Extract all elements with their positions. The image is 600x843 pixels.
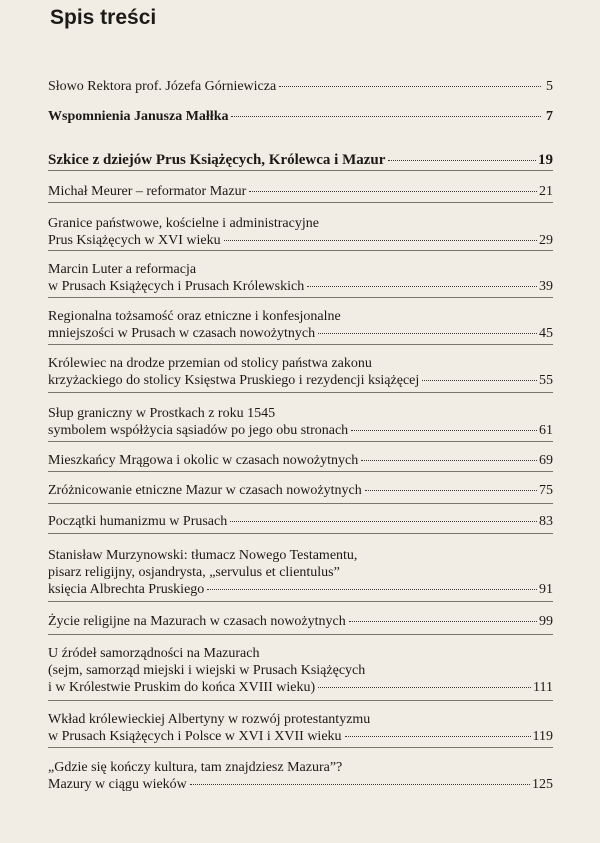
toc-entry-line: U źródeł samorządności na Mazurach	[48, 646, 260, 661]
dot-leader	[249, 191, 537, 192]
toc-entry	[48, 215, 553, 249]
dot-leader	[318, 687, 531, 688]
toc-entry-line: Słowo Rektora prof. Józefa Górniewicza	[48, 79, 277, 94]
toc-entry-last-line	[48, 613, 553, 630]
toc-entry-last-line	[48, 183, 553, 200]
divider	[48, 471, 553, 472]
toc-entry-line: Marcin Luter a reformacja	[48, 262, 197, 277]
toc-entry-line: i w Królestwie Pruskim do końca XVIII wieku)	[48, 680, 316, 695]
page-number: 83	[539, 514, 553, 529]
page-number: 55	[539, 373, 553, 388]
toc-entry-line: Mazury w ciągu wieków	[48, 777, 187, 792]
toc-entry	[48, 482, 553, 499]
page-number: 111	[533, 680, 553, 695]
toc-entry	[48, 613, 553, 630]
toc-entry-line: Życie religijne na Mazurach w czasach nowożytnych	[48, 614, 346, 629]
dot-leader	[318, 333, 537, 334]
page-number: 19	[538, 152, 553, 168]
dot-leader	[351, 430, 537, 431]
divider	[48, 747, 553, 748]
toc-entry	[48, 183, 553, 200]
dot-leader	[230, 521, 537, 522]
toc-entry-line: księcia Albrechta Pruskiego	[48, 582, 205, 597]
toc-entry-last-line	[48, 278, 553, 295]
dot-leader	[224, 240, 537, 241]
toc-entry	[48, 452, 553, 469]
toc-entry-line: symbolem współżycia sąsiadów po jego obu stronach	[48, 423, 349, 438]
toc-entry-line: Regionalna tożsamość oraz etniczne i konfesjonalne	[48, 309, 341, 324]
divider	[48, 533, 553, 534]
page-number: 119	[532, 729, 553, 744]
dot-leader	[279, 86, 541, 87]
toc-entry	[48, 308, 553, 342]
dot-leader	[231, 116, 541, 117]
toc-entry	[48, 645, 553, 696]
dot-leader	[307, 286, 537, 287]
page-number: 45	[539, 326, 553, 341]
dot-leader	[422, 380, 537, 381]
toc-entry-last-line	[48, 452, 553, 469]
divider	[48, 344, 553, 345]
toc-entry-last-line	[48, 581, 553, 598]
toc-entry	[48, 108, 553, 125]
toc-entry-last-line	[48, 679, 553, 696]
page-number: 21	[539, 184, 553, 199]
toc-entry-line: Wspomnienia Janusza Małłka	[48, 109, 229, 124]
toc-entry-last-line	[48, 728, 553, 745]
toc-entry-line: „Gdzie się kończy kultura, tam znajdziesz Mazura”?	[48, 760, 343, 775]
toc-entry-line: Michał Meurer – reformator Mazur	[48, 184, 247, 199]
toc-entry-line: Początki humanizmu w Prusach	[48, 514, 228, 529]
toc-entry	[48, 405, 553, 439]
dot-leader	[345, 736, 531, 737]
toc-entry-last-line	[48, 422, 553, 439]
toc-entry-line: pisarz religijny, osjandrysta, „servulus et clientulus”	[48, 565, 340, 580]
divider	[48, 634, 553, 635]
toc-entry-last-line	[48, 232, 553, 249]
toc-entry-last-line	[48, 776, 553, 793]
toc-entry-line: Mieszkańcy Mrągowa i okolic w czasach nowożytnych	[48, 453, 359, 468]
toc-entry-line: Szkice z dziejów Prus Książęcych, Królewca i Mazur	[48, 152, 386, 168]
page-number: 75	[539, 483, 553, 498]
toc-entry	[48, 759, 553, 793]
toc-entry-line: Królewiec na drodze przemian od stolicy państwa zakonu	[48, 356, 372, 371]
divider	[48, 441, 553, 442]
divider	[48, 503, 553, 504]
toc-entry	[48, 261, 553, 295]
page-number: 61	[539, 423, 553, 438]
toc-entry-last-line	[48, 152, 553, 169]
dot-leader	[388, 160, 536, 161]
dot-leader	[361, 460, 537, 461]
dot-leader	[190, 784, 530, 785]
divider	[48, 250, 553, 251]
page-number: 5	[546, 79, 553, 94]
divider	[48, 700, 553, 701]
toc-entry	[48, 513, 553, 530]
toc-entry-line: w Prusach Książęcych i Polsce w XVI i XVII wieku	[48, 729, 342, 744]
toc-entry-last-line	[48, 372, 553, 389]
toc-entry-line: krzyżackiego do stolicy Księstwa Pruskiego i rezydencji książęcej	[48, 373, 420, 388]
divider	[48, 601, 553, 602]
toc-entry-line: (sejm, samorząd miejski i wiejski w Prusach Książęcych	[48, 663, 366, 678]
divider	[48, 392, 553, 393]
toc-entry-line: w Prusach Książęcych i Prusach Królewskich	[48, 279, 305, 294]
toc-entry	[48, 547, 553, 598]
toc-entry-line: Słup graniczny w Prostkach z roku 1545	[48, 406, 276, 421]
toc-entry-last-line	[48, 78, 553, 95]
page-title: Spis treści	[50, 6, 157, 29]
toc-entry-line: Prus Książęcych w XVI wieku	[48, 233, 221, 248]
page-number: 39	[539, 279, 553, 294]
divider	[48, 297, 553, 298]
toc-entry	[48, 152, 553, 169]
toc-entry-line: Stanisław Murzynowski: tłumacz Nowego Testamentu,	[48, 548, 358, 563]
dot-leader	[349, 621, 537, 622]
toc-entry-line: Granice państwowe, kościelne i administracyjne	[48, 216, 319, 231]
toc-entry-line: mniejszości w Prusach w czasach nowożytnych	[48, 326, 316, 341]
page-number: 69	[539, 453, 553, 468]
toc-entry-last-line	[48, 108, 553, 125]
dot-leader	[365, 490, 537, 491]
dot-leader	[207, 589, 537, 590]
toc-entry	[48, 355, 553, 389]
toc-entry	[48, 78, 553, 95]
page-number: 7	[546, 109, 553, 124]
divider	[48, 202, 553, 203]
toc-entry-line: Zróżnicowanie etniczne Mazur w czasach nowożytnych	[48, 483, 362, 498]
toc-entry-last-line	[48, 513, 553, 530]
page-number: 29	[539, 233, 553, 248]
divider	[48, 170, 553, 171]
page-number: 99	[539, 614, 553, 629]
page-number: 125	[532, 777, 553, 792]
toc-entry-last-line	[48, 482, 553, 499]
toc-entry	[48, 711, 553, 745]
toc-entry-last-line	[48, 325, 553, 342]
toc-entry-line: Wkład królewieckiej Albertyny w rozwój protestantyzmu	[48, 712, 371, 727]
page-number: 91	[539, 582, 553, 597]
